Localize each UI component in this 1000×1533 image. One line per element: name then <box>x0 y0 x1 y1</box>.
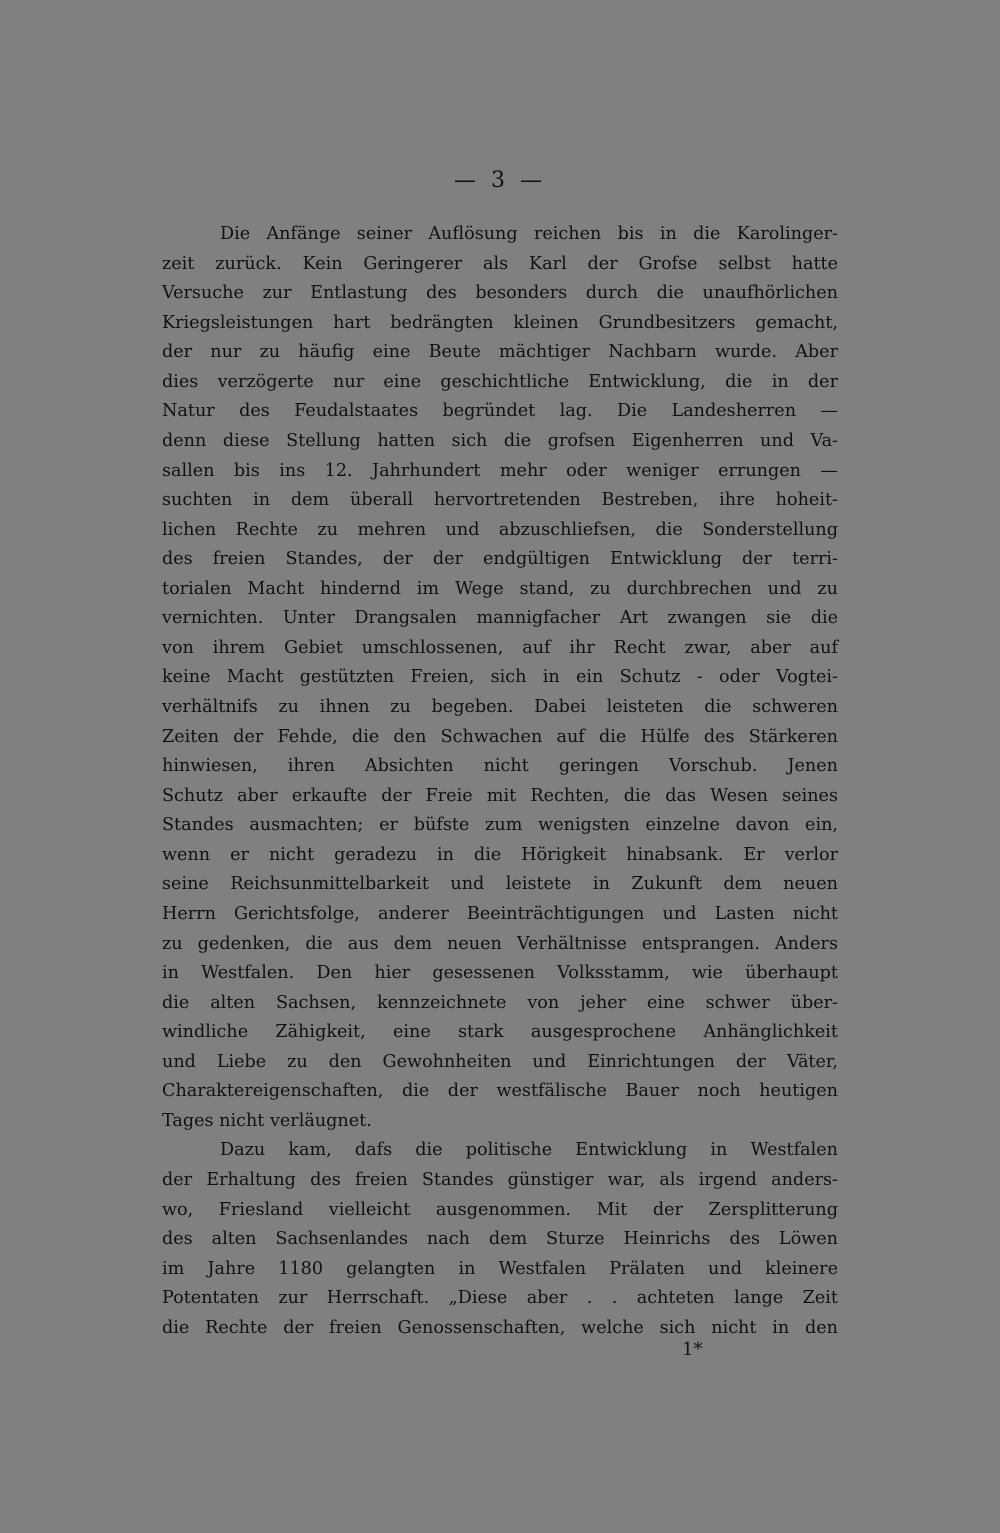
text-line: Zeiten der Fehde, die den Schwachen auf die Hülfe des Stärkeren <box>162 726 838 747</box>
text-line: Dazu kam, dafs die politische Entwicklung in Westfalen <box>220 1140 838 1161</box>
text-line: denn diese Stellung hatten sich die grofsen Eigenherren und Va- <box>162 430 838 451</box>
text-line: hinwiesen, ihren Absichten nicht geringen Vorschub. Jenen <box>162 756 838 777</box>
text-line: Schutz aber erkaufte der Freie mit Rechten, die das Wesen seines <box>162 785 838 806</box>
text-line: vernichten. Unter Drangsalen mannigfacher Art zwangen sie die <box>162 608 838 629</box>
page-number: — 3 — <box>454 168 546 193</box>
text-line: windliche Zähigkeit, eine stark ausgesprochene Anhänglichkeit <box>162 1022 838 1043</box>
text-line: des alten Sachsenlandes nach dem Sturze Heinrichs des Löwen <box>162 1229 838 1250</box>
text-line: torialen Macht hindernd im Wege stand, zu durchbrechen und zu <box>162 578 838 599</box>
text-line: die alten Sachsen, kennzeichnete von jeher eine schwer über- <box>162 992 838 1013</box>
text-line: verhältnifs zu ihnen zu begeben. Dabei leisteten die schweren <box>162 697 838 717</box>
text-line: und Liebe zu den Gewohnheiten und Einrichtungen der Väter, <box>162 1051 838 1072</box>
text-line: Tages nicht verläugnet. <box>162 1110 372 1131</box>
text-line: Die Anfänge seiner Auflösung reichen bis in die Karolinger- <box>220 224 838 244</box>
text-line: Herrn Gerichtsfolge, anderer Beeinträchtigungen und Lasten nicht <box>162 903 838 924</box>
text-line: in Westfalen. Den hier gesessenen Volksstamm, wie überhaupt <box>162 963 838 984</box>
text-line: zu gedenken, die aus dem neuen Verhältnisse entsprangen. Anders <box>162 933 838 954</box>
text-line: seine Reichsunmittelbarkeit und leistete in Zukunft dem neuen <box>162 874 838 895</box>
text-line: lichen Rechte zu mehren und abzuschliefsen, die Sonderstellung <box>162 519 838 540</box>
text-line: der nur zu häufig eine Beute mächtiger Nachbarn wurde. Aber <box>162 342 838 363</box>
text-line: des freien Standes, der der endgültigen Entwicklung der terri- <box>162 549 838 570</box>
sheet-signature: 1* <box>682 1339 703 1360</box>
body-text <box>162 220 838 1343</box>
text-line: Charaktereigenschaften, die der westfälische Bauer noch heutigen <box>162 1081 838 1102</box>
text-line: Natur des Feudalstaates begründet lag. Die Landesherren — <box>162 401 838 422</box>
text-line: suchten in dem überall hervortretenden Bestreben, ihre hoheit- <box>162 490 838 511</box>
text-line: keine Macht gestützten Freien, sich in ein Schutz - oder Vogtei- <box>162 667 838 688</box>
text-line: Potentaten zur Herrschaft. „Diese aber . . achteten lange Zeit <box>162 1288 838 1309</box>
text-line: zeit zurück. Kein Geringerer als Karl der Grofse selbst hatte <box>162 253 838 274</box>
text-line: Versuche zur Entlastung des besonders durch die unaufhörlichen <box>162 283 838 304</box>
text-line: Standes ausmachten; er büfste zum wenigsten einzelne davon ein, <box>162 815 838 836</box>
text-line: von ihrem Gebiet umschlossenen, auf ihr Recht zwar, aber auf <box>162 637 838 658</box>
text-line: wo, Friesland vielleicht ausgenommen. Mit der Zersplitterung <box>162 1199 838 1220</box>
text-line: Kriegsleistungen hart bedrängten kleinen Grundbesitzers gemacht, <box>162 312 838 333</box>
text-line: die Rechte der freien Genossenschaften, welche sich nicht in den <box>162 1317 838 1338</box>
text-line: dies verzögerte nur eine geschichtliche Entwicklung, die in der <box>162 371 838 392</box>
text-line: im Jahre 1180 gelangten in Westfalen Prälaten und kleinere <box>162 1258 838 1279</box>
text-line: der Erhaltung des freien Standes günstiger war, als irgend anders- <box>162 1170 838 1190</box>
text-line: wenn er nicht geradezu in die Hörigkeit hinabsank. Er verlor <box>162 844 838 865</box>
text-line: sallen bis ins 12. Jahrhundert mehr oder weniger errungen — <box>162 460 838 481</box>
